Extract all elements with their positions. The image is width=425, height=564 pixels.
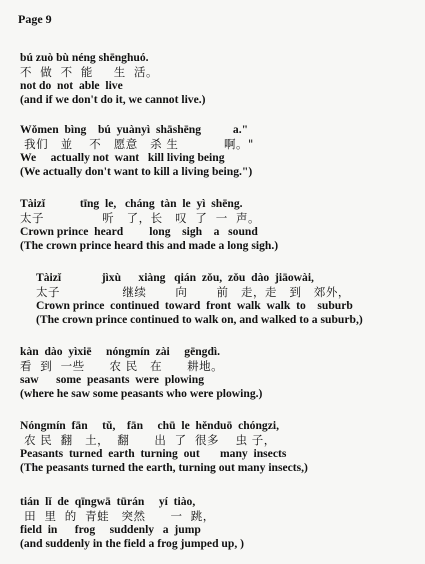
block-5-pinyin: kàn dào yìxiē nóngmín zài gēngdì. [20, 345, 221, 358]
block-4-pinyin: Tàizǐ jìxù xiàng qián zǒu, zǒu dào jiāowài, [36, 271, 314, 284]
block-2-chinese: 我们 並 不 愿意 杀 生 啊。" [20, 137, 254, 151]
block-6-gloss: Peasants turned earth turning out many insects [20, 447, 287, 460]
block-4-chinese: 太子 继续 向 前 走，走 到 郊外， [36, 285, 350, 299]
block-7-gloss: field in frog suddenly a jump [20, 523, 201, 536]
block-3-translation: (The crown prince heard this and made a long sigh.) [20, 239, 279, 252]
block-5-translation: (where he saw some peasants who were plowing.) [20, 387, 263, 400]
block-4-translation: (The crown prince continued to walk on, and walked to a suburb,) [36, 313, 363, 326]
block-1-gloss: not do not able live [20, 79, 123, 92]
block-1-chinese: 不 做 不 能 生 活。 [20, 65, 159, 79]
block-2-pinyin: Wǒmen bìng bú yuànyì shāshēng a." [20, 123, 249, 136]
block-3-gloss: Crown prince heard long sigh a sound [20, 225, 258, 238]
block-3-pinyin: Tàizǐ tīng le, cháng tàn le yì shēng. [20, 197, 243, 210]
block-6-chinese: 农 民 翻 土， 翻 出 了 很多 虫 子， [20, 433, 276, 447]
block-7-chinese: 田 里 的 青蛙 突然 一 跳， [20, 509, 215, 523]
block-2-translation: (We actually don't want to kill a living being.") [20, 165, 253, 178]
block-6-pinyin: Nóngmín fān tǔ, fān chū le hěnduō chóngzi, [20, 419, 279, 432]
block-5-chinese: 看 到 一些 农 民 在 耕地。 [20, 359, 224, 373]
block-6-translation: (The peasants turned the earth, turning out many insects,) [20, 461, 308, 474]
block-4-gloss: Crown prince continued toward front walk walk to suburb [36, 299, 353, 312]
block-5-gloss: saw some peasants were plowing [20, 373, 204, 386]
block-7-pinyin: tián lǐ de qīngwā tūrán yí tiào, [20, 495, 196, 508]
block-3-chinese: 太子 听 了，长 叹 了 一 声。 [20, 211, 261, 225]
page-title: Page 9 [18, 12, 52, 26]
block-7-translation: (and suddenly in the field a frog jumped up, ) [20, 537, 244, 550]
block-1-pinyin: bú zuò bù néng shēnghuó. [20, 51, 149, 64]
block-1-translation: (and if we don't do it, we cannot live.) [20, 93, 206, 106]
block-2-gloss: We actually not want kill living being [20, 151, 225, 164]
